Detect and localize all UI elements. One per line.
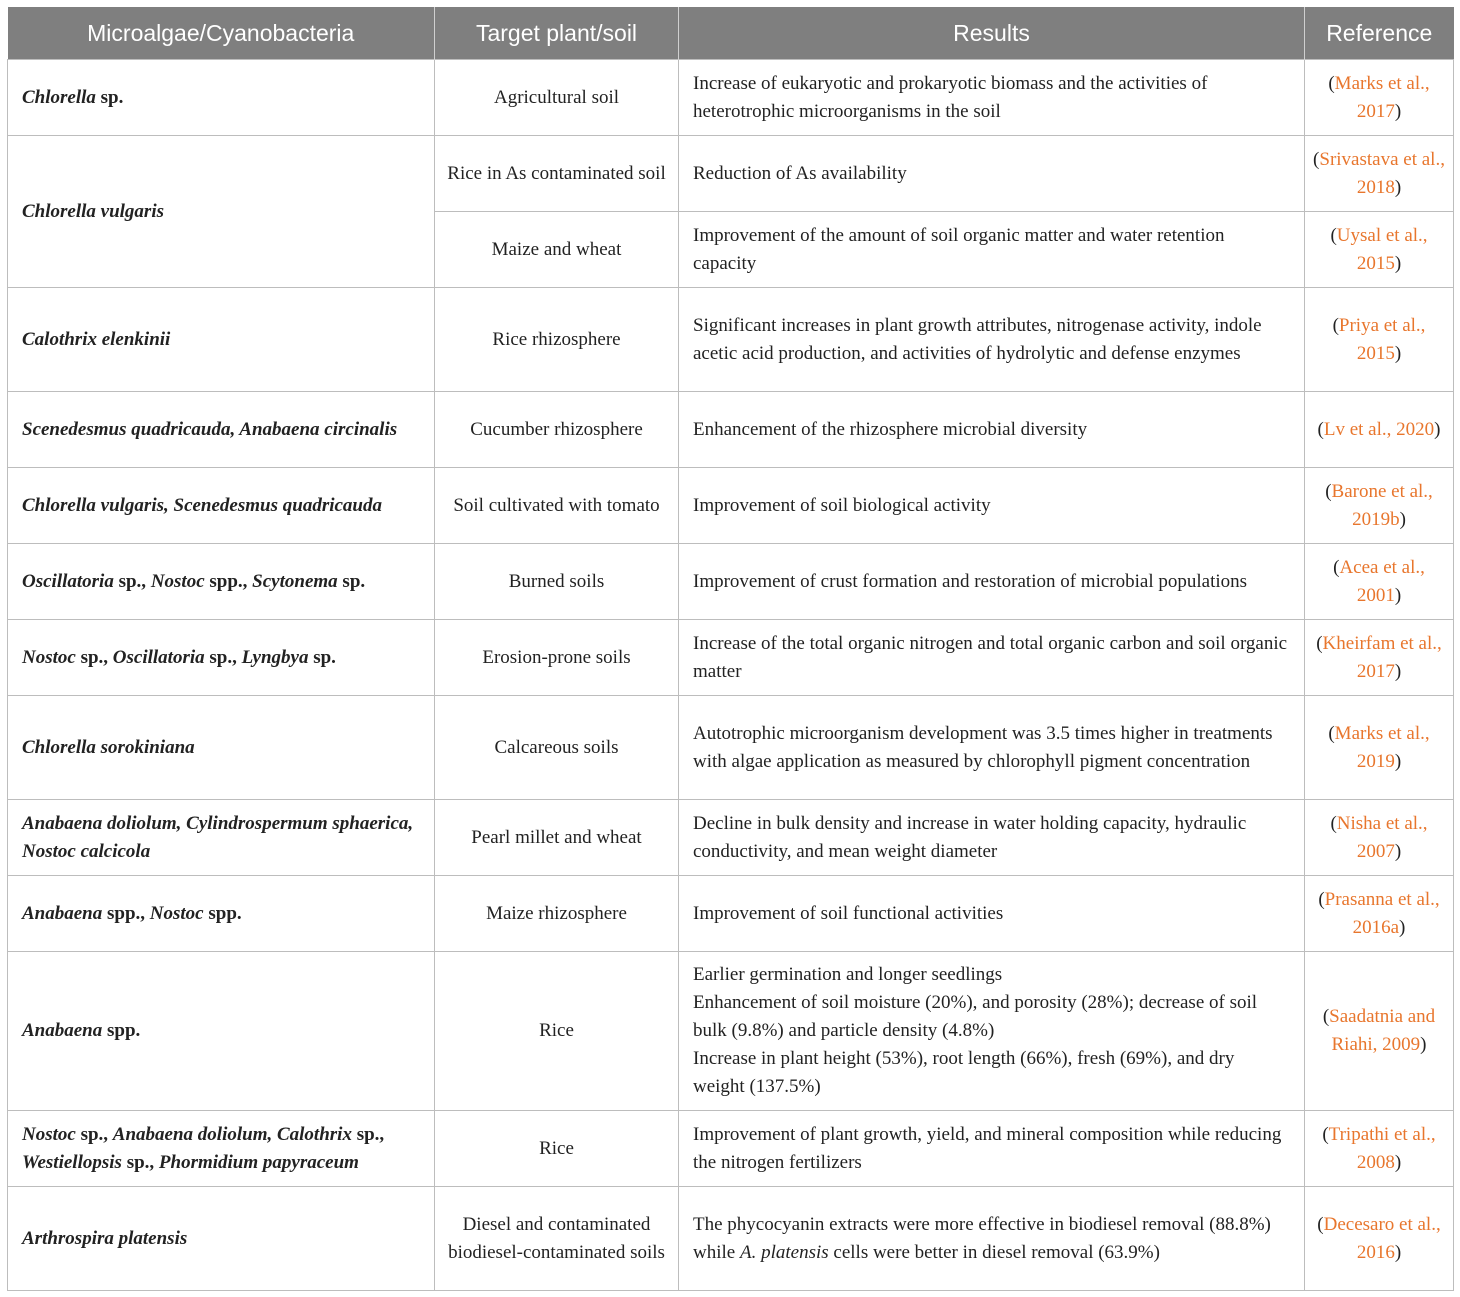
results-text-part: A. platensis [739,1241,829,1263]
results-cell [679,136,1305,212]
results-line: Improvement of the amount of soil organic matter and water retention capacity [693,224,1225,274]
reference-cell [1305,60,1454,136]
organism-name-part: Anabaena [22,902,103,924]
results-cell [679,468,1305,544]
organism-name-part: Nostoc [150,570,205,592]
table-row [8,952,1454,1111]
organism-name-part: sp. [337,570,366,592]
organism-name-part: sp., [75,646,113,668]
target-cell: Calcareous soils [435,696,679,800]
organism-name-part: spp. [102,1020,141,1041]
organism-cell [8,1187,435,1291]
paren-close: ) [1399,508,1406,530]
organism-name-part: Nostoc [149,902,204,924]
results-line: Increase of the total organic nitrogen and total organic carbon and soil organic matter [693,632,1288,682]
organism-name-part: sp., [75,1123,113,1145]
reference-cell [1305,468,1454,544]
target-cell: Diesel and contaminated biodiesel-contaminated soils [435,1187,679,1291]
reference-link[interactable]: Nisha et al., 2007 [1336,812,1428,862]
paren-close: ) [1394,100,1402,122]
header-row [8,7,1454,60]
results-line: Significant increases in plant growth attributes, nitrogenase activity, indole acetic acid production, and activities of hydrolytic and defense enzymes [693,314,1262,364]
reference-link[interactable]: Tripathi et al., 2008 [1328,1123,1436,1173]
organism-cell [8,696,435,800]
paren-open: ( [1322,1006,1330,1027]
results-line: Enhancement of soil moisture (20%), and porosity (28%); decrease of soil bulk (9.8%) and particle density (4.8%) [693,992,1258,1041]
reference-link[interactable]: Srivastava et al., 2018 [1319,148,1445,198]
target-cell: Cucumber rhizosphere [435,392,679,468]
target-cell: Rice [435,952,679,1111]
table-row [8,60,1454,136]
paren-open: ( [1330,812,1337,834]
data-table [7,7,1454,1291]
organism-cell [8,392,435,468]
table-row [8,876,1454,952]
results-cell [679,288,1305,392]
results-line: Improvement of soil biological activity [693,494,991,516]
paren-close: ) [1394,342,1402,364]
organism-name-part: Chlorella vulgaris, Scenedesmus quadricauda [22,494,382,516]
paren-open: ( [1318,888,1325,910]
header-organism: Microalgae/Cyanobacteria [8,7,435,60]
organism-cell [8,60,435,136]
results-cell [679,800,1305,876]
paren-open: ( [1330,224,1337,246]
results-line: Reduction of As availability [693,162,907,184]
target-cell: Rice in As contaminated soil [435,136,679,212]
reference-cell [1305,876,1454,952]
reference-cell [1305,800,1454,876]
organism-cell [8,136,435,288]
results-line: Decline in bulk density and increase in water holding capacity, hydraulic conductivity, and mean weight diameter [693,812,1247,862]
paren-close: ) [1394,584,1402,606]
organism-name-part: Oscillatoria [22,570,114,592]
reference-cell [1305,696,1454,800]
organism-name-part: sp. [308,646,336,668]
table-row [8,392,1454,468]
organism-name-part: sp., [113,570,151,592]
header-target: Target plant/soil [435,7,679,60]
results-cell [679,952,1305,1111]
reference-cell [1305,544,1454,620]
results-line: Autotrophic microorganism development was 3.5 times higher in treatments with algae application as measured by chlorophyll pigment concentration [693,722,1273,772]
paren-open: ( [1333,556,1340,578]
target-cell: Maize rhizosphere [435,876,679,952]
reference-cell [1305,1187,1454,1291]
results-cell [679,392,1305,468]
results-cell [679,876,1305,952]
organism-name-part: Chlorella vulgaris [22,200,164,222]
organism-name-part: Anabaena doliolum, Calothrix [112,1123,352,1145]
target-cell: Soil cultivated with tomato [435,468,679,544]
organism-name-part: Nostoc [22,1123,76,1145]
paren-open: ( [1332,314,1339,336]
organism-name-part: Scytonema [252,570,338,592]
results-cell [679,544,1305,620]
organism-name-part: sp., [121,1151,159,1173]
target-cell: Pearl millet and wheat [435,800,679,876]
paren-open: ( [1317,1213,1324,1235]
results-line: Improvement of crust formation and restoration of microbial populations [693,570,1248,592]
paren-close: ) [1394,252,1402,274]
reference-cell [1305,136,1454,212]
reference-link[interactable]: Acea et al., 2001 [1339,556,1425,606]
reference-link[interactable]: Kheirfam et al., 2017 [1322,632,1442,682]
reference-link[interactable]: Prasanna et al., 2016a [1324,888,1440,938]
paren-open: ( [1328,72,1335,94]
paren-open: ( [1328,722,1335,744]
results-line: Improvement of soil functional activities [693,902,1004,924]
organism-name-part: sp., [351,1123,385,1145]
target-cell: Erosion-prone soils [435,620,679,696]
results-cell [679,1187,1305,1291]
organism-cell [8,876,435,952]
target-cell: Maize and wheat [435,212,679,288]
organism-name-part: sp., [204,646,242,668]
reference-link[interactable]: Marks et al., 2019 [1334,722,1430,772]
paren-close: ) [1420,1034,1427,1055]
table-row [8,136,1454,212]
reference-cell [1305,1111,1454,1187]
organism-name-part: Nostoc [22,646,76,668]
organism-cell [8,288,435,392]
results-text-part: The phycocyanin extracts were more effective in biodiesel removal (88.8%) while [693,1213,1271,1263]
results-line: Enhancement of the rhizosphere microbial diversity [693,418,1088,440]
paren-close: ) [1394,1151,1402,1173]
paren-close: ) [1399,916,1406,938]
results-line: Improvement of plant growth, yield, and mineral composition while reducing the nitrogen fertilizers [693,1123,1282,1173]
organism-name-part: Arthrospira platensis [22,1227,188,1249]
organism-name-part: Phormidium papyraceum [158,1151,359,1173]
organism-name-part: Oscillatoria [112,646,205,668]
organism-name-part: spp., [102,902,150,924]
reference-link[interactable]: Uysal et al., 2015 [1336,224,1428,274]
organism-cell [8,1111,435,1187]
organism-name-part: Chlorella sorokiniana [22,736,195,758]
results-cell [679,1111,1305,1187]
target-cell: Agricultural soil [435,60,679,136]
organism-cell [8,800,435,876]
header-results: Results [679,7,1305,60]
organism-name-part: sp. [95,86,124,108]
paren-close: ) [1394,750,1402,772]
organism-cell [8,544,435,620]
reference-link[interactable]: Lv et al., 2020 [1323,418,1435,440]
paren-close: ) [1434,418,1441,440]
paren-open: ( [1313,148,1320,170]
organism-name-part: Chlorella [22,86,96,108]
table-row [8,544,1454,620]
results-line: Increase in plant height (53%), root length (66%), fresh (69%), and dry weight (137.5%) [693,1048,1235,1097]
paren-close: ) [1394,176,1402,198]
results-cell [679,212,1305,288]
organism-cell [8,952,435,1111]
organism-name-part: Anabaena doliolum, Cylindrospermum sphaerica, Nostoc calcicola [22,812,414,862]
reference-cell [1305,952,1454,1111]
reference-cell [1305,288,1454,392]
target-cell: Rice rhizosphere [435,288,679,392]
organism-name-part: Lyngbya [241,646,309,668]
results-line: Earlier germination and longer seedlings [693,964,1003,985]
reference-link[interactable]: Saadatnia and Riahi, 2009 [1329,1006,1436,1055]
paren-close: ) [1394,840,1402,862]
header-reference: Reference [1305,7,1454,60]
table-body [8,60,1454,1291]
reference-link[interactable]: Priya et al., 2015 [1338,314,1426,364]
table-row [8,620,1454,696]
table-row [8,288,1454,392]
reference-cell [1305,212,1454,288]
organism-name-part: spp. [203,902,242,924]
target-cell: Burned soils [435,544,679,620]
organism-name-part: spp., [204,570,253,592]
organism-cell [8,620,435,696]
table-row [8,1111,1454,1187]
table-row [8,696,1454,800]
results-cell [679,696,1305,800]
organism-name-part: Scenedesmus quadricauda, Anabaena circinalis [22,418,398,440]
results-text-part: cells were better in diesel removal (63.9%) [828,1241,1160,1263]
reference-link[interactable]: Barone et al., 2019b [1331,480,1433,530]
table-row [8,800,1454,876]
results-cell [679,620,1305,696]
results-cell [679,60,1305,136]
paren-open: ( [1325,480,1332,502]
results-line: Increase of eukaryotic and prokaryotic biomass and the activities of heterotrophic microorganisms in the soil [693,72,1208,122]
target-cell: Rice [435,1111,679,1187]
table-row [8,468,1454,544]
organism-name-part: Calothrix elenkinii [22,328,171,350]
reference-cell [1305,392,1454,468]
organism-cell [8,468,435,544]
reference-link[interactable]: Decesaro et al., 2016 [1323,1213,1441,1263]
paren-open: ( [1317,418,1324,440]
paren-open: ( [1322,1123,1329,1145]
paren-close: ) [1394,660,1402,682]
reference-cell [1305,620,1454,696]
organism-name-part: Anabaena [22,1020,103,1041]
paren-open: ( [1316,632,1323,654]
paren-close: ) [1394,1241,1402,1263]
reference-link[interactable]: Marks et al., 2017 [1334,72,1430,122]
table-row [8,1187,1454,1291]
organism-name-part: Westiellopsis [22,1151,122,1173]
